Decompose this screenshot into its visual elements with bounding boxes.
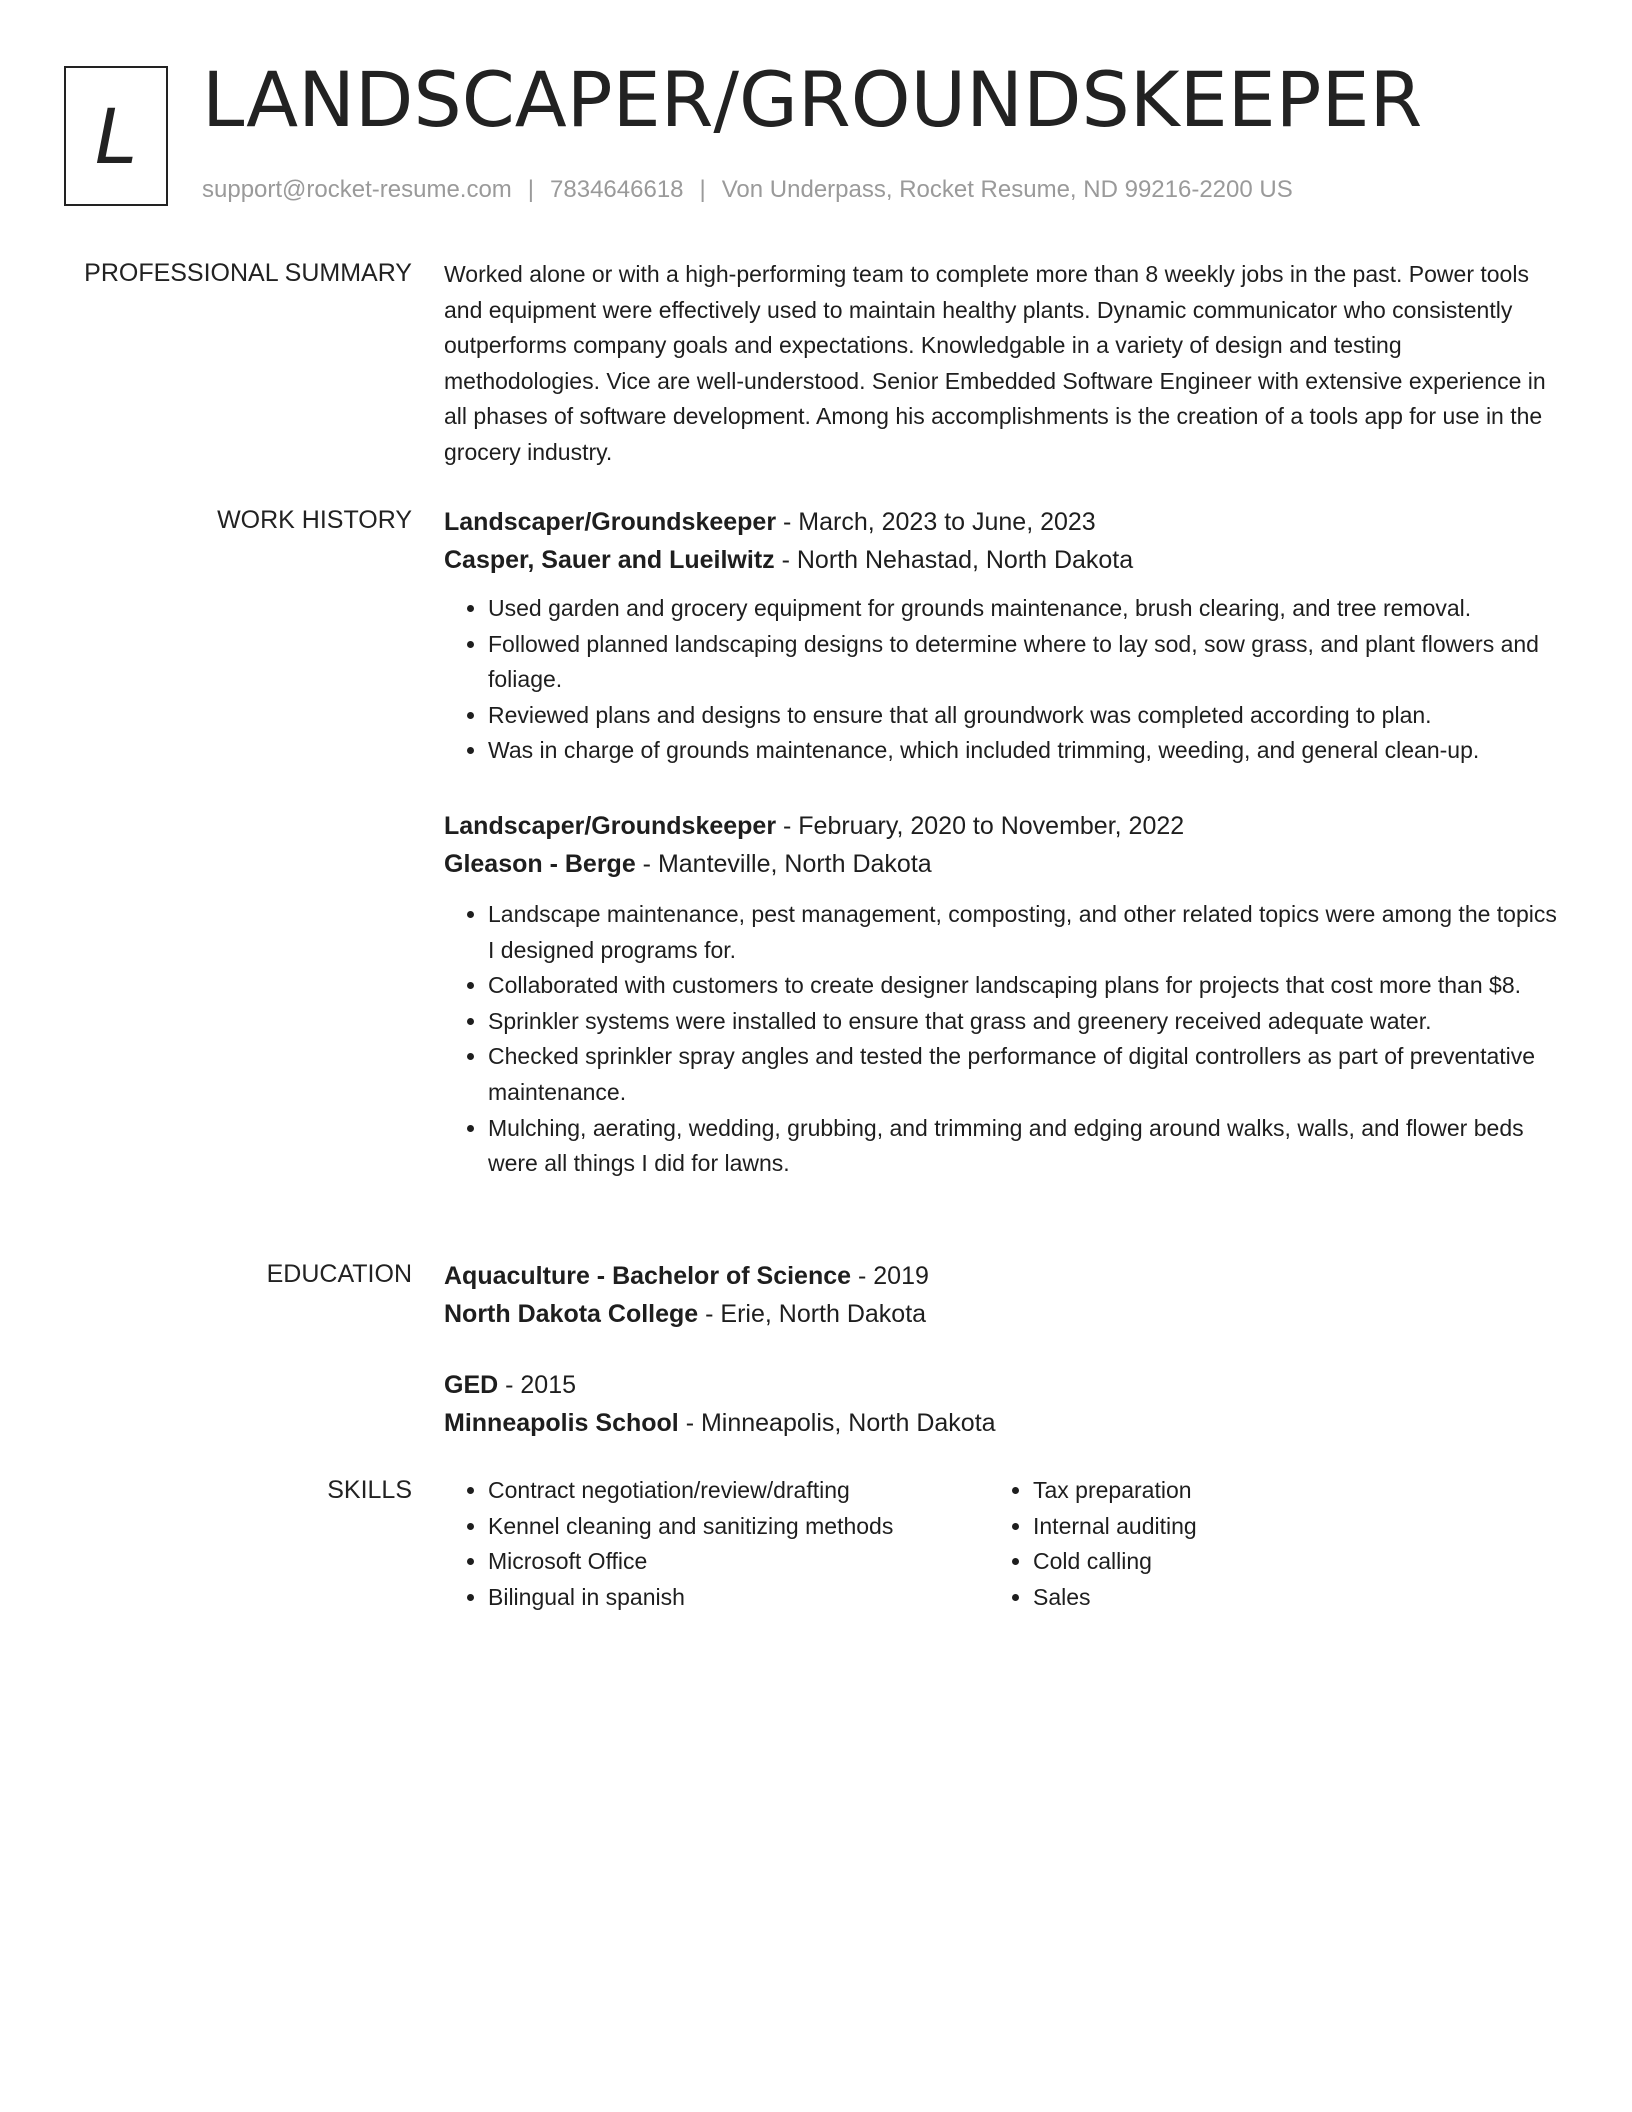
summary-text: Worked alone or with a high-performing team to complete more than 8 weekly jobs in the past. Power tools and equipment were effectively used to maintain healthy plants. Dynamic communicator who consistently outperforms company goals and expectations. Knowledgable in a variety of design and testing methodologies. Vice are well-understood. Senior Embedded Software Engineer with extensive experience in all phases of software development. Among his accomplishments is the creation of a tools app for use in the grocery industry.	[444, 261, 1546, 465]
job-title: Landscaper/Groundskeeper	[444, 508, 777, 536]
job-bullet: • Collaborated with customers to create designer landscaping plans for projects that cost more than $8.	[488, 968, 1560, 1004]
skill-item: • Bilingual in spanish	[488, 1580, 893, 1616]
skill-item: • Kennel cleaning and sanitizing methods	[488, 1509, 893, 1545]
section-label-education: EDUCATION	[266, 1260, 412, 1288]
education-location: - Minneapolis, North Dakota	[678, 1409, 996, 1437]
contact-separator: |	[699, 176, 706, 203]
skill-item: • Cold calling	[1033, 1544, 1197, 1580]
skill-item: • Internal auditing	[1033, 1509, 1197, 1545]
job-bullet: • Landscape maintenance, pest management, composting, and other related topics were among the topics I designed programs for.	[488, 897, 1560, 968]
skill-item: • Tax preparation	[1033, 1473, 1197, 1509]
section-label-summary: PROFESSIONAL SUMMARY	[84, 259, 412, 287]
section-label-work-history: WORK HISTORY	[217, 506, 412, 534]
job-bullet: • Mulching, aerating, wedding, grubbing, and trimming and edging around walks, walls, and flower beds were all things I did for lawns.	[488, 1111, 1560, 1182]
education-entry	[444, 1257, 1560, 1333]
education-year: - 2019	[851, 1262, 929, 1290]
job-company: Gleason - Berge	[444, 850, 636, 878]
contact-email: support@rocket-resume.com	[202, 176, 512, 203]
job-company: Casper, Sauer and Lueilwitz	[444, 546, 775, 574]
job-dates: - February, 2020 to November, 2022	[776, 812, 1185, 840]
job-title-line	[444, 807, 1560, 845]
monogram-letter: L	[94, 91, 138, 181]
education-degree-line	[444, 1366, 1560, 1404]
education-school: North Dakota College	[444, 1300, 699, 1328]
job-entry	[444, 807, 1560, 1182]
education-school-line	[444, 1404, 1560, 1442]
job-bullet: • Reviewed plans and designs to ensure that all groundwork was completed according to plan.	[488, 698, 1560, 734]
contact-phone: 7834646618	[550, 176, 684, 203]
job-bullet: • Checked sprinkler spray angles and tested the performance of digital controllers as part of preventative maintenance.	[488, 1039, 1560, 1110]
job-title: Landscaper/Groundskeeper	[444, 812, 777, 840]
skills-column-right	[989, 1473, 1197, 1615]
education-location: - Erie, North Dakota	[698, 1300, 927, 1328]
education-degree-line	[444, 1257, 1560, 1295]
education-school-line	[444, 1295, 1560, 1333]
contact-separator: |	[527, 176, 535, 203]
summary-body	[444, 257, 1560, 471]
job-company-line	[444, 845, 1560, 883]
contact-address: Von Underpass, Rocket Resume, ND 99216-2200 US	[721, 176, 1293, 203]
skills-column-left	[444, 1473, 893, 1615]
job-bullets	[444, 591, 1560, 769]
job-entry	[444, 503, 1560, 769]
skill-item: • Contract negotiation/review/drafting	[488, 1473, 893, 1509]
job-company-line	[444, 541, 1560, 579]
education-entry	[444, 1366, 1560, 1442]
job-location: - Manteville, North Dakota	[635, 850, 932, 878]
section-label-skills: SKILLS	[327, 1476, 412, 1504]
skill-item: • Microsoft Office	[488, 1544, 893, 1580]
job-bullet: • Followed planned landscaping designs to determine where to lay sod, sow grass, and plant flowers and foliage.	[488, 627, 1560, 698]
skill-item: • Sales	[1033, 1580, 1197, 1616]
education-degree: Aquaculture - Bachelor of Science	[444, 1262, 852, 1290]
job-bullet: • Was in charge of grounds maintenance, which included trimming, weeding, and general clean-up.	[488, 733, 1560, 769]
job-location: - North Nehastad, North Dakota	[774, 546, 1134, 574]
job-bullets	[444, 897, 1560, 1182]
skills-list-left	[444, 1473, 893, 1615]
education-degree: GED	[444, 1371, 499, 1399]
job-bullet: • Sprinkler systems were installed to ensure that grass and greenery received adequate water.	[488, 1004, 1560, 1040]
resume-title: LANDSCAPER/GROUNDSKEEPER	[202, 55, 1423, 144]
contact-line	[202, 176, 1293, 204]
skills-list-right	[989, 1473, 1197, 1615]
monogram-box	[64, 66, 168, 206]
job-dates: - March, 2023 to June, 2023	[776, 508, 1096, 536]
job-bullet: • Used garden and grocery equipment for grounds maintenance, brush clearing, and tree removal.	[488, 591, 1560, 627]
education-school: Minneapolis School	[444, 1409, 679, 1437]
education-year: - 2015	[498, 1371, 577, 1399]
job-title-line	[444, 503, 1560, 541]
